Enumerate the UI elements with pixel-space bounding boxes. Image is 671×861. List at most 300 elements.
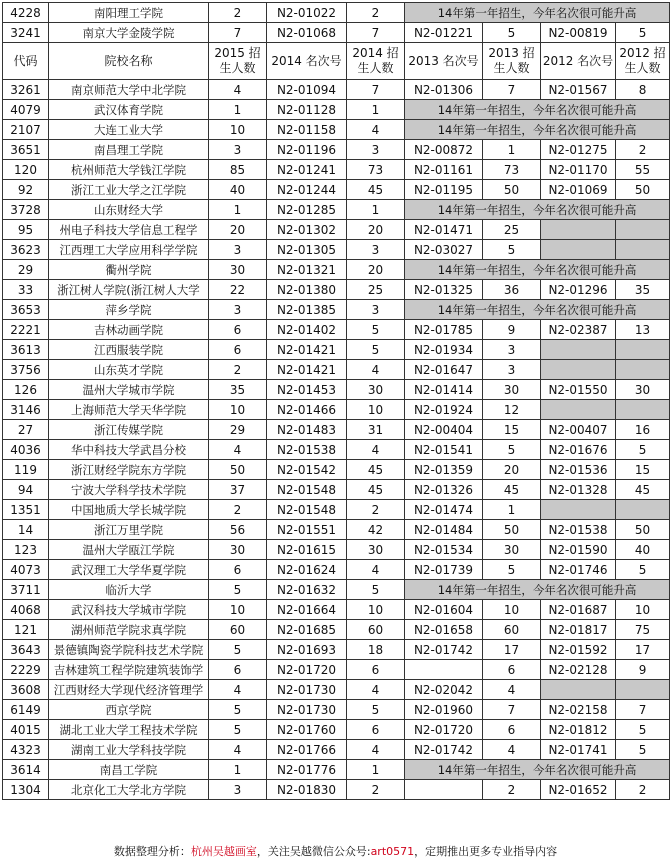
cell-first-year-note: 14年第一年招生，今年名次很可能升高 [405,120,670,140]
cell-school-name: 宁波大学科学技术学院 [49,480,209,500]
cell-2014-enrollment: 20 [347,260,405,280]
cell-2013-enrollment: 4 [483,740,541,760]
cell-2012-rank: N2-00407 [541,420,616,440]
cell-2012-rank: N2-00819 [541,23,616,43]
cell-school-name: 景德镇陶瓷学院科技艺术学院 [49,640,209,660]
cell-2013-rank: N2-01604 [405,600,483,620]
cell-2013-enrollment: 2 [483,780,541,800]
cell-2012-enrollment: 40 [616,540,670,560]
cell-2015-enrollment: 4 [209,680,267,700]
cell-code: 3261 [3,80,49,100]
cell-code: 3711 [3,580,49,600]
cell-2014-rank: N2-01548 [267,500,347,520]
cell-2012-rank [541,240,616,260]
table-row [3,380,670,400]
cell-2013-rank: N2-01161 [405,160,483,180]
cell-school-name: 湖南工业大学科技学院 [49,740,209,760]
cell-2014-enrollment: 6 [347,720,405,740]
cell-2012-rank: N2-01296 [541,280,616,300]
header-2012-enrollment: 2012 招生人数 [616,43,670,80]
table-row [3,600,670,620]
footer-wechat-account: art0571 [370,845,415,858]
cell-2012-rank: N2-01538 [541,520,616,540]
cell-2013-enrollment: 20 [483,460,541,480]
cell-2014-rank: N2-01158 [267,120,347,140]
cell-school-name: 州电子科技大学信息工程学 [49,220,209,240]
cell-school-name: 杭州师范大学钱江学院 [49,160,209,180]
cell-2012-enrollment: 45 [616,480,670,500]
cell-2015-enrollment: 10 [209,600,267,620]
cell-2012-enrollment [616,680,670,700]
cell-2013-rank: N2-01960 [405,700,483,720]
table-row [3,140,670,160]
header-row [3,43,670,80]
table-row [3,680,670,700]
cell-school-name: 北京化工大学北方学院 [49,780,209,800]
table-row [3,460,670,480]
cell-2012-enrollment: 35 [616,280,670,300]
cell-2012-enrollment: 16 [616,420,670,440]
cell-2014-enrollment: 31 [347,420,405,440]
cell-2013-rank: N2-01471 [405,220,483,240]
cell-2012-enrollment [616,340,670,360]
cell-2012-rank: N2-01652 [541,780,616,800]
cell-code: 4036 [3,440,49,460]
cell-2012-rank: N2-01592 [541,640,616,660]
cell-2014-enrollment: 2 [347,780,405,800]
table-row [3,280,670,300]
footer-prefix: 数据整理分析： [113,845,191,858]
cell-code: 3623 [3,240,49,260]
cell-code: 33 [3,280,49,300]
cell-2012-rank: N2-02158 [541,700,616,720]
table-row [3,300,670,320]
cell-school-name: 武汉体育学院 [49,100,209,120]
cell-2015-enrollment: 6 [209,660,267,680]
cell-2013-rank: N2-01934 [405,340,483,360]
footer-studio-name: 杭州吴越画室 [190,845,257,858]
cell-2014-rank: N2-01094 [267,80,347,100]
cell-code: 4079 [3,100,49,120]
cell-code: 95 [3,220,49,240]
table-row [3,580,670,600]
header-2012-rank: 2012 名次号 [541,43,616,80]
cell-2012-enrollment: 7 [616,700,670,720]
cell-code: 29 [3,260,49,280]
cell-first-year-note: 14年第一年招生，今年名次很可能升高 [405,300,670,320]
cell-2015-enrollment: 10 [209,400,267,420]
cell-2014-enrollment: 1 [347,760,405,780]
cell-code: 126 [3,380,49,400]
cell-2013-enrollment: 25 [483,220,541,240]
cell-2015-enrollment: 5 [209,720,267,740]
cell-2014-enrollment: 5 [347,580,405,600]
cell-2014-rank: N2-01542 [267,460,347,480]
cell-2015-enrollment: 2 [209,360,267,380]
cell-2014-enrollment: 1 [347,200,405,220]
cell-school-name: 中国地质大学长城学院 [49,500,209,520]
table-top-rows [3,3,670,43]
cell-2012-enrollment: 5 [616,560,670,580]
table-row [3,640,670,660]
footer-suffix: ，定期推出更多专业指导内容 [414,845,558,858]
cell-2014-rank: N2-01302 [267,220,347,240]
cell-2014-rank: N2-01776 [267,760,347,780]
cell-code: 3728 [3,200,49,220]
cell-2013-enrollment: 50 [483,520,541,540]
admissions-table-sheet [2,2,669,800]
header-2013-enrollment: 2013 招生人数 [483,43,541,80]
cell-2014-rank: N2-01196 [267,140,347,160]
cell-2013-rank: N2-01658 [405,620,483,640]
cell-2015-enrollment: 6 [209,560,267,580]
cell-2013-rank: N2-01326 [405,480,483,500]
cell-2013-enrollment: 7 [483,700,541,720]
header-2014-enrollment: 2014 招生人数 [347,43,405,80]
cell-2013-enrollment: 30 [483,380,541,400]
cell-2014-enrollment: 45 [347,180,405,200]
cell-2015-enrollment: 6 [209,320,267,340]
cell-code: 3613 [3,340,49,360]
admissions-table [2,2,670,800]
cell-2012-rank [541,220,616,240]
cell-2014-enrollment: 6 [347,660,405,680]
cell-2013-enrollment: 9 [483,320,541,340]
table-row [3,780,670,800]
cell-2013-rank: N2-01742 [405,740,483,760]
cell-2012-rank: N2-01590 [541,540,616,560]
cell-2013-enrollment: 4 [483,680,541,700]
table-row [3,540,670,560]
cell-2012-enrollment [616,360,670,380]
cell-2015-enrollment: 7 [209,23,267,43]
cell-code: 119 [3,460,49,480]
table-row [3,320,670,340]
cell-2012-rank: N2-01328 [541,480,616,500]
cell-2014-rank: N2-01548 [267,480,347,500]
cell-code: 92 [3,180,49,200]
cell-2012-enrollment: 75 [616,620,670,640]
cell-school-name: 吉林建筑工程学院建筑装饰学 [49,660,209,680]
cell-2014-rank: N2-01241 [267,160,347,180]
cell-2015-enrollment: 4 [209,740,267,760]
cell-2012-rank: N2-01069 [541,180,616,200]
cell-code: 2221 [3,320,49,340]
cell-2012-enrollment: 50 [616,180,670,200]
cell-2013-enrollment: 73 [483,160,541,180]
cell-2013-rank: N2-00404 [405,420,483,440]
cell-2012-enrollment: 15 [616,460,670,480]
cell-2013-rank: N2-01647 [405,360,483,380]
cell-2013-enrollment: 50 [483,180,541,200]
cell-2012-enrollment: 10 [616,600,670,620]
cell-2012-rank: N2-01275 [541,140,616,160]
table-row [3,240,670,260]
cell-2012-enrollment: 5 [616,23,670,43]
cell-code: 3146 [3,400,49,420]
cell-2015-enrollment: 37 [209,480,267,500]
cell-code: 4015 [3,720,49,740]
cell-2012-enrollment: 2 [616,780,670,800]
cell-2012-rank: N2-01687 [541,600,616,620]
cell-code: 3643 [3,640,49,660]
cell-2015-enrollment: 29 [209,420,267,440]
cell-2012-rank: N2-02128 [541,660,616,680]
cell-2015-enrollment: 56 [209,520,267,540]
cell-code: 2229 [3,660,49,680]
cell-2013-enrollment: 30 [483,540,541,560]
cell-2012-enrollment: 8 [616,80,670,100]
cell-2014-enrollment: 10 [347,600,405,620]
cell-2014-rank: N2-01730 [267,700,347,720]
header-2014-rank: 2014 名次号 [267,43,347,80]
cell-2014-rank: N2-01760 [267,720,347,740]
cell-2015-enrollment: 20 [209,220,267,240]
cell-2015-enrollment: 1 [209,760,267,780]
cell-2015-enrollment: 35 [209,380,267,400]
cell-2012-rank: N2-01567 [541,80,616,100]
cell-code: 4323 [3,740,49,760]
cell-school-name: 西京学院 [49,700,209,720]
cell-school-name: 山东英才学院 [49,360,209,380]
cell-2014-rank: N2-01022 [267,3,347,23]
table-row [3,500,670,520]
cell-2015-enrollment: 4 [209,80,267,100]
cell-2015-enrollment: 2 [209,500,267,520]
cell-2014-enrollment: 2 [347,500,405,520]
cell-school-name: 温州大学城市学院 [49,380,209,400]
cell-2013-enrollment: 5 [483,440,541,460]
cell-2014-rank: N2-01421 [267,340,347,360]
cell-2013-enrollment: 5 [483,23,541,43]
header-school-name: 院校名称 [49,43,209,80]
cell-2012-enrollment [616,240,670,260]
footer-credit [0,845,671,859]
cell-2014-rank: N2-01685 [267,620,347,640]
cell-2013-rank: N2-01306 [405,80,483,100]
cell-2014-enrollment: 4 [347,440,405,460]
cell-2015-enrollment: 3 [209,240,267,260]
table-row [3,80,670,100]
cell-code: 121 [3,620,49,640]
cell-2015-enrollment: 5 [209,700,267,720]
header-2013-rank: 2013 名次号 [405,43,483,80]
cell-code: 4068 [3,600,49,620]
cell-2013-enrollment: 45 [483,480,541,500]
table-row [3,3,670,23]
table-row [3,200,670,220]
table-row [3,520,670,540]
cell-2014-rank: N2-01664 [267,600,347,620]
cell-2015-enrollment: 40 [209,180,267,200]
cell-2012-rank [541,680,616,700]
cell-2013-rank [405,780,483,800]
cell-first-year-note: 14年第一年招生，今年名次很可能升高 [405,200,670,220]
cell-code: 3756 [3,360,49,380]
cell-2014-enrollment: 60 [347,620,405,640]
cell-2014-rank: N2-01730 [267,680,347,700]
cell-school-name: 衢州学院 [49,260,209,280]
cell-2015-enrollment: 1 [209,100,267,120]
cell-2014-rank: N2-01128 [267,100,347,120]
cell-school-name: 江西理工大学应用科学学院 [49,240,209,260]
cell-school-name: 山东财经大学 [49,200,209,220]
cell-school-name: 浙江财经学院东方学院 [49,460,209,480]
cell-2012-enrollment [616,400,670,420]
cell-2013-enrollment: 60 [483,620,541,640]
table-row [3,740,670,760]
cell-2012-rank [541,340,616,360]
cell-2013-enrollment: 12 [483,400,541,420]
cell-2014-rank: N2-01720 [267,660,347,680]
cell-2013-rank: N2-01742 [405,640,483,660]
cell-2014-rank: N2-01321 [267,260,347,280]
cell-2014-rank: N2-01538 [267,440,347,460]
cell-2014-rank: N2-01615 [267,540,347,560]
table-row [3,160,670,180]
cell-2012-rank: N2-02387 [541,320,616,340]
cell-2012-enrollment: 5 [616,440,670,460]
table-row [3,23,670,43]
cell-2012-rank [541,400,616,420]
cell-school-name: 临沂大学 [49,580,209,600]
cell-2014-rank: N2-01380 [267,280,347,300]
cell-2014-rank: N2-01624 [267,560,347,580]
cell-2014-rank: N2-01830 [267,780,347,800]
cell-2014-rank: N2-01766 [267,740,347,760]
cell-2012-rank: N2-01746 [541,560,616,580]
cell-2013-rank: N2-01785 [405,320,483,340]
cell-2014-enrollment: 20 [347,220,405,240]
cell-2014-enrollment: 10 [347,400,405,420]
cell-code: 3241 [3,23,49,43]
cell-2014-rank: N2-01385 [267,300,347,320]
cell-2015-enrollment: 10 [209,120,267,140]
cell-2014-enrollment: 4 [347,560,405,580]
cell-code: 3651 [3,140,49,160]
cell-school-name: 南昌工学院 [49,760,209,780]
cell-school-name: 南京大学金陵学院 [49,23,209,43]
cell-2015-enrollment: 22 [209,280,267,300]
table-body [3,80,670,800]
cell-2015-enrollment: 1 [209,200,267,220]
cell-first-year-note: 14年第一年招生，今年名次很可能升高 [405,580,670,600]
cell-2014-rank: N2-01421 [267,360,347,380]
table-row [3,720,670,740]
cell-2013-enrollment: 7 [483,80,541,100]
table-row [3,660,670,680]
cell-school-name: 上海师范大学天华学院 [49,400,209,420]
cell-2012-enrollment [616,500,670,520]
cell-2012-rank [541,360,616,380]
cell-school-name: 武汉科技大学城市学院 [49,600,209,620]
cell-2013-rank [405,660,483,680]
cell-code: 94 [3,480,49,500]
cell-2012-rank: N2-01170 [541,160,616,180]
cell-2015-enrollment: 30 [209,260,267,280]
table-row [3,700,670,720]
cell-school-name: 南京师范大学中北学院 [49,80,209,100]
cell-2013-rank: N2-01739 [405,560,483,580]
cell-2014-rank: N2-01285 [267,200,347,220]
cell-2015-enrollment: 5 [209,640,267,660]
cell-2012-enrollment: 17 [616,640,670,660]
cell-2012-rank: N2-01536 [541,460,616,480]
cell-2015-enrollment: 3 [209,140,267,160]
cell-2014-enrollment: 42 [347,520,405,540]
header-2015-enrollment: 2015 招生人数 [209,43,267,80]
cell-2014-rank: N2-01466 [267,400,347,420]
cell-2012-rank: N2-01817 [541,620,616,640]
cell-2014-rank: N2-01244 [267,180,347,200]
cell-2014-enrollment: 25 [347,280,405,300]
cell-2013-enrollment: 1 [483,500,541,520]
cell-2013-rank: N2-01221 [405,23,483,43]
cell-2014-enrollment: 45 [347,460,405,480]
cell-school-name: 江西服装学院 [49,340,209,360]
cell-2015-enrollment: 5 [209,580,267,600]
table-row [3,480,670,500]
cell-2012-enrollment: 55 [616,160,670,180]
cell-code: 6149 [3,700,49,720]
cell-code: 4228 [3,3,49,23]
cell-code: 3614 [3,760,49,780]
cell-2015-enrollment: 4 [209,440,267,460]
table-row [3,560,670,580]
cell-2015-enrollment: 3 [209,300,267,320]
cell-code: 4073 [3,560,49,580]
footer-middle: ，关注吴越微信公众号: [256,845,371,858]
cell-2013-rank: N2-01414 [405,380,483,400]
table-row [3,760,670,780]
cell-school-name: 华中科技大学武昌分校 [49,440,209,460]
cell-2013-enrollment: 6 [483,660,541,680]
cell-2015-enrollment: 50 [209,460,267,480]
cell-code: 3653 [3,300,49,320]
cell-2013-enrollment: 3 [483,360,541,380]
table-row [3,620,670,640]
cell-2014-rank: N2-01305 [267,240,347,260]
cell-2015-enrollment: 85 [209,160,267,180]
cell-2014-enrollment: 4 [347,740,405,760]
cell-code: 1351 [3,500,49,520]
cell-2013-enrollment: 6 [483,720,541,740]
cell-2013-rank: N2-01195 [405,180,483,200]
cell-code: 14 [3,520,49,540]
cell-2014-enrollment: 5 [347,340,405,360]
cell-2012-rank: N2-01550 [541,380,616,400]
table-row [3,100,670,120]
header-code: 代码 [3,43,49,80]
cell-2015-enrollment: 2 [209,3,267,23]
cell-2014-enrollment: 5 [347,700,405,720]
cell-2014-enrollment: 4 [347,120,405,140]
cell-2012-enrollment [616,220,670,240]
table-row [3,400,670,420]
cell-school-name: 吉林动画学院 [49,320,209,340]
cell-2014-enrollment: 73 [347,160,405,180]
cell-2013-enrollment: 5 [483,560,541,580]
cell-2013-rank: N2-01534 [405,540,483,560]
cell-2014-enrollment: 2 [347,3,405,23]
cell-2012-rank: N2-01741 [541,740,616,760]
cell-2014-enrollment: 5 [347,320,405,340]
cell-2013-rank: N2-02042 [405,680,483,700]
cell-2014-rank: N2-01453 [267,380,347,400]
cell-2012-rank: N2-01812 [541,720,616,740]
cell-2015-enrollment: 6 [209,340,267,360]
cell-2014-rank: N2-01551 [267,520,347,540]
